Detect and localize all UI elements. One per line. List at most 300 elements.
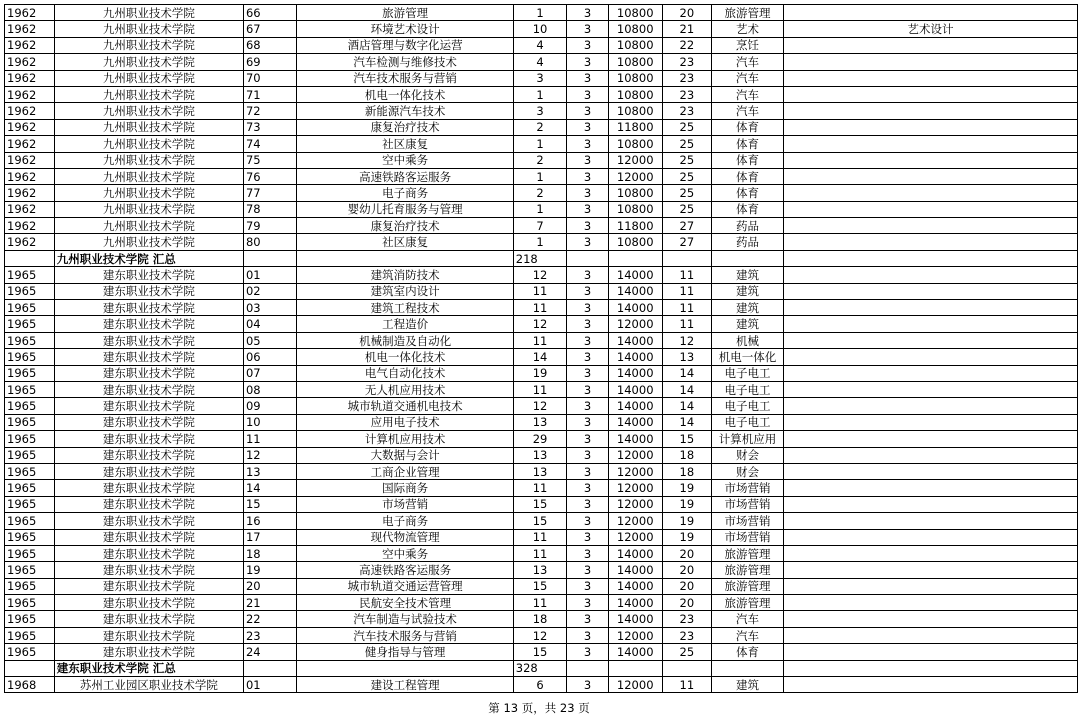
cell-category-code: 23 — [662, 103, 712, 119]
table-row — [5, 398, 1078, 414]
cell-school-name: 九州职业技术学院 — [54, 152, 243, 168]
cell-note — [783, 267, 1077, 283]
cell-category-name: 烹饪 — [712, 37, 784, 53]
cell-category-code: 18 — [662, 463, 712, 479]
cell-major-name: 国际商务 — [297, 480, 513, 496]
cell-major-name: 机电一体化技术 — [297, 349, 513, 365]
cell-empty — [567, 250, 609, 266]
cell-school-name: 建东职业技术学院 — [54, 480, 243, 496]
cell-major-name: 健身指导与管理 — [297, 644, 513, 660]
cell-note — [783, 152, 1077, 168]
cell-category-code: 14 — [662, 398, 712, 414]
cell-major-number: 16 — [243, 513, 296, 529]
cell-major-name: 城市轨道交通机电技术 — [297, 398, 513, 414]
cell-major-number: 08 — [243, 381, 296, 397]
cell-tuition: 14000 — [608, 300, 662, 316]
cell-empty — [783, 250, 1077, 266]
cell-category-code: 20 — [662, 545, 712, 561]
cell-category-code: 25 — [662, 152, 712, 168]
cell-major-number: 19 — [243, 562, 296, 578]
cell-category-name: 药品 — [712, 234, 784, 250]
cell-plan-count: 2 — [513, 152, 567, 168]
cell-empty — [662, 250, 712, 266]
cell-category-code: 19 — [662, 513, 712, 529]
cell-note — [783, 447, 1077, 463]
cell-school-name: 九州职业技术学院 — [54, 5, 243, 21]
cell-major-number: 21 — [243, 595, 296, 611]
cell-plan-count: 14 — [513, 349, 567, 365]
cell-major-name: 康复治疗技术 — [297, 119, 513, 135]
cell-tuition: 10800 — [608, 201, 662, 217]
cell-school-code: 1965 — [5, 496, 55, 512]
footer-total-pages: 23 — [559, 701, 575, 715]
cell-tuition: 12000 — [608, 496, 662, 512]
cell-category-code: 19 — [662, 480, 712, 496]
cell-category-code: 11 — [662, 677, 712, 693]
cell-category-code: 21 — [662, 21, 712, 37]
cell-major-name: 新能源汽车技术 — [297, 103, 513, 119]
cell-school-code: 1962 — [5, 168, 55, 184]
cell-tuition: 12000 — [608, 463, 662, 479]
cell-school-code: 1965 — [5, 463, 55, 479]
cell-study-years: 3 — [567, 463, 609, 479]
cell-study-years: 3 — [567, 267, 609, 283]
cell-school-code: 1962 — [5, 37, 55, 53]
table-row — [5, 496, 1078, 512]
cell-school-code: 1965 — [5, 529, 55, 545]
cell-major-number: 72 — [243, 103, 296, 119]
cell-category-name: 电子电工 — [712, 381, 784, 397]
table-row — [5, 5, 1078, 21]
cell-study-years: 3 — [567, 136, 609, 152]
cell-note — [783, 365, 1077, 381]
cell-school-code: 1965 — [5, 480, 55, 496]
cell-category-code: 20 — [662, 595, 712, 611]
cell-school-name: 建东职业技术学院 — [54, 545, 243, 561]
cell-note — [783, 381, 1077, 397]
cell-category-name: 体育 — [712, 119, 784, 135]
cell-major-number: 68 — [243, 37, 296, 53]
cell-school-name: 九州职业技术学院 — [54, 86, 243, 102]
table-row — [5, 283, 1078, 299]
cell-plan-count: 15 — [513, 496, 567, 512]
table-row — [5, 86, 1078, 102]
table-row — [5, 21, 1078, 37]
cell-category-code: 22 — [662, 37, 712, 53]
cell-study-years: 3 — [567, 70, 609, 86]
cell-study-years: 3 — [567, 496, 609, 512]
cell-school-code: 1962 — [5, 201, 55, 217]
cell-school-code: 1965 — [5, 431, 55, 447]
cell-empty — [243, 660, 296, 676]
cell-note — [783, 332, 1077, 348]
cell-note — [783, 283, 1077, 299]
cell-major-number: 01 — [243, 677, 296, 693]
cell-category-name: 机械 — [712, 332, 784, 348]
cell-plan-count: 13 — [513, 414, 567, 430]
cell-note — [783, 627, 1077, 643]
cell-school-name: 建东职业技术学院 — [54, 349, 243, 365]
cell-major-name: 汽车制造与试验技术 — [297, 611, 513, 627]
cell-category-code: 25 — [662, 136, 712, 152]
cell-major-name: 空中乘务 — [297, 545, 513, 561]
cell-school-name: 建东职业技术学院 — [54, 529, 243, 545]
cell-school-name: 建东职业技术学院 — [54, 463, 243, 479]
cell-category-name: 旅游管理 — [712, 545, 784, 561]
cell-subtotal-total: 218 — [513, 250, 567, 266]
cell-category-name: 电子电工 — [712, 365, 784, 381]
cell-category-name: 建筑 — [712, 677, 784, 693]
cell-category-code: 23 — [662, 627, 712, 643]
cell-plan-count: 11 — [513, 381, 567, 397]
cell-major-name: 环境艺术设计 — [297, 21, 513, 37]
cell-category-name: 机电一体化 — [712, 349, 784, 365]
cell-study-years: 3 — [567, 316, 609, 332]
cell-plan-count: 4 — [513, 37, 567, 53]
admission-plan-table — [4, 4, 1078, 693]
cell-school-code: 1965 — [5, 267, 55, 283]
cell-major-number: 15 — [243, 496, 296, 512]
cell-school-code: 1962 — [5, 86, 55, 102]
table-row — [5, 627, 1078, 643]
cell-school-code: 1965 — [5, 414, 55, 430]
cell-plan-count: 1 — [513, 234, 567, 250]
cell-tuition: 14000 — [608, 431, 662, 447]
cell-category-code: 25 — [662, 168, 712, 184]
cell-tuition: 10800 — [608, 136, 662, 152]
cell-tuition: 10800 — [608, 185, 662, 201]
cell-plan-count: 2 — [513, 119, 567, 135]
cell-school-name: 建东职业技术学院 — [54, 431, 243, 447]
cell-note — [783, 562, 1077, 578]
cell-category-code: 20 — [662, 578, 712, 594]
cell-category-name: 旅游管理 — [712, 5, 784, 21]
cell-category-name: 市场营销 — [712, 496, 784, 512]
cell-category-code: 27 — [662, 234, 712, 250]
cell-major-name: 电气自动化技术 — [297, 365, 513, 381]
cell-category-code: 15 — [662, 431, 712, 447]
cell-tuition: 12000 — [608, 316, 662, 332]
cell-school-code: 1962 — [5, 218, 55, 234]
table-row — [5, 70, 1078, 86]
table-row — [5, 332, 1078, 348]
cell-major-number: 03 — [243, 300, 296, 316]
cell-category-name: 汽车 — [712, 103, 784, 119]
cell-school-code: 1965 — [5, 316, 55, 332]
cell-note — [783, 86, 1077, 102]
cell-tuition: 14000 — [608, 414, 662, 430]
cell-school-code: 1962 — [5, 54, 55, 70]
table-row — [5, 595, 1078, 611]
cell-school-code: 1965 — [5, 349, 55, 365]
cell-category-name: 电子电工 — [712, 414, 784, 430]
cell-category-name: 体育 — [712, 168, 784, 184]
table-row — [5, 119, 1078, 135]
cell-study-years: 3 — [567, 185, 609, 201]
cell-tuition: 14000 — [608, 398, 662, 414]
cell-school-name: 建东职业技术学院 — [54, 332, 243, 348]
cell-major-number: 23 — [243, 627, 296, 643]
subtotal-row — [5, 250, 1078, 266]
cell-category-name: 旅游管理 — [712, 595, 784, 611]
cell-school-name: 建东职业技术学院 — [54, 447, 243, 463]
cell-study-years: 3 — [567, 562, 609, 578]
cell-school-code: 1965 — [5, 300, 55, 316]
cell-plan-count: 12 — [513, 267, 567, 283]
cell-category-name: 市场营销 — [712, 529, 784, 545]
cell-school-code: 1962 — [5, 152, 55, 168]
table-row — [5, 300, 1078, 316]
cell-school-code: 1962 — [5, 136, 55, 152]
cell-plan-count: 1 — [513, 201, 567, 217]
cell-school-name: 九州职业技术学院 — [54, 54, 243, 70]
cell-school-code: 1965 — [5, 332, 55, 348]
cell-plan-count: 19 — [513, 365, 567, 381]
cell-major-name: 社区康复 — [297, 136, 513, 152]
cell-school-code: 1965 — [5, 595, 55, 611]
cell-major-number: 06 — [243, 349, 296, 365]
cell-study-years: 3 — [567, 513, 609, 529]
table-row — [5, 152, 1078, 168]
cell-major-number: 70 — [243, 70, 296, 86]
cell-plan-count: 1 — [513, 168, 567, 184]
cell-note — [783, 611, 1077, 627]
cell-plan-count: 1 — [513, 86, 567, 102]
cell-empty — [662, 660, 712, 676]
cell-school-name: 建东职业技术学院 — [54, 611, 243, 627]
cell-major-number: 73 — [243, 119, 296, 135]
cell-category-code: 23 — [662, 54, 712, 70]
cell-subtotal-label: 九州职业技术学院 汇总 — [54, 250, 243, 266]
cell-category-name: 汽车 — [712, 86, 784, 102]
cell-school-name: 建东职业技术学院 — [54, 496, 243, 512]
cell-category-name: 建筑 — [712, 300, 784, 316]
cell-empty — [783, 660, 1077, 676]
cell-plan-count: 3 — [513, 103, 567, 119]
cell-tuition: 14000 — [608, 562, 662, 578]
cell-plan-count: 12 — [513, 398, 567, 414]
cell-school-name: 九州职业技术学院 — [54, 37, 243, 53]
cell-school-code: 1965 — [5, 611, 55, 627]
cell-plan-count: 4 — [513, 54, 567, 70]
cell-empty — [297, 660, 513, 676]
cell-major-name: 汽车技术服务与营销 — [297, 627, 513, 643]
cell-category-code: 25 — [662, 119, 712, 135]
cell-note — [783, 37, 1077, 53]
cell-major-name: 建筑工程技术 — [297, 300, 513, 316]
cell-tuition: 12000 — [608, 168, 662, 184]
cell-major-name: 旅游管理 — [297, 5, 513, 21]
cell-note — [783, 578, 1077, 594]
cell-major-name: 高速铁路客运服务 — [297, 168, 513, 184]
cell-category-name: 药品 — [712, 218, 784, 234]
cell-note — [783, 496, 1077, 512]
cell-major-number: 02 — [243, 283, 296, 299]
cell-study-years: 3 — [567, 300, 609, 316]
cell-category-name: 建筑 — [712, 267, 784, 283]
footer-suffix: 页 — [578, 701, 590, 715]
cell-school-name: 建东职业技术学院 — [54, 513, 243, 529]
cell-school-name: 九州职业技术学院 — [54, 21, 243, 37]
cell-empty — [567, 660, 609, 676]
cell-major-number: 67 — [243, 21, 296, 37]
cell-study-years: 3 — [567, 398, 609, 414]
cell-study-years: 3 — [567, 234, 609, 250]
cell-tuition: 14000 — [608, 349, 662, 365]
cell-school-name: 建东职业技术学院 — [54, 365, 243, 381]
cell-plan-count: 6 — [513, 677, 567, 693]
cell-category-name: 汽车 — [712, 611, 784, 627]
cell-study-years: 3 — [567, 431, 609, 447]
cell-tuition: 10800 — [608, 86, 662, 102]
cell-school-code: 1965 — [5, 381, 55, 397]
cell-plan-count: 18 — [513, 611, 567, 627]
cell-major-number: 10 — [243, 414, 296, 430]
cell-note — [783, 595, 1077, 611]
cell-major-name: 民航安全技术管理 — [297, 595, 513, 611]
cell-tuition: 10800 — [608, 5, 662, 21]
cell-category-name: 计算机应用 — [712, 431, 784, 447]
cell-major-number: 77 — [243, 185, 296, 201]
cell-school-name: 九州职业技术学院 — [54, 168, 243, 184]
cell-empty — [297, 250, 513, 266]
cell-tuition: 10800 — [608, 70, 662, 86]
cell-note — [783, 103, 1077, 119]
cell-plan-count: 1 — [513, 5, 567, 21]
cell-school-name: 建东职业技术学院 — [54, 316, 243, 332]
cell-school-code: 1965 — [5, 562, 55, 578]
cell-major-number: 18 — [243, 545, 296, 561]
cell-tuition: 14000 — [608, 365, 662, 381]
cell-study-years: 3 — [567, 545, 609, 561]
cell-study-years: 3 — [567, 447, 609, 463]
cell-school-name: 九州职业技术学院 — [54, 70, 243, 86]
cell-plan-count: 15 — [513, 644, 567, 660]
cell-empty — [5, 660, 55, 676]
cell-category-name: 汽车 — [712, 627, 784, 643]
cell-study-years: 3 — [567, 119, 609, 135]
cell-note — [783, 136, 1077, 152]
cell-plan-count: 11 — [513, 300, 567, 316]
cell-plan-count: 12 — [513, 316, 567, 332]
cell-study-years: 3 — [567, 283, 609, 299]
cell-study-years: 3 — [567, 480, 609, 496]
cell-category-code: 23 — [662, 86, 712, 102]
page-footer — [0, 700, 1078, 716]
cell-major-name: 空中乘务 — [297, 152, 513, 168]
cell-school-name: 建东职业技术学院 — [54, 595, 243, 611]
cell-category-name: 市场营销 — [712, 513, 784, 529]
cell-category-code: 12 — [662, 332, 712, 348]
cell-tuition: 12000 — [608, 513, 662, 529]
cell-major-name: 工程造价 — [297, 316, 513, 332]
cell-plan-count: 11 — [513, 332, 567, 348]
cell-major-name: 应用电子技术 — [297, 414, 513, 430]
cell-major-name: 汽车检测与维修技术 — [297, 54, 513, 70]
cell-note — [783, 480, 1077, 496]
cell-major-number: 71 — [243, 86, 296, 102]
cell-major-name: 建筑室内设计 — [297, 283, 513, 299]
table-row — [5, 578, 1078, 594]
cell-tuition: 11800 — [608, 119, 662, 135]
cell-category-name: 体育 — [712, 185, 784, 201]
table-row — [5, 103, 1078, 119]
cell-note — [783, 70, 1077, 86]
cell-study-years: 3 — [567, 37, 609, 53]
cell-school-code: 1965 — [5, 644, 55, 660]
cell-category-name: 建筑 — [712, 283, 784, 299]
table-row — [5, 185, 1078, 201]
cell-note — [783, 644, 1077, 660]
cell-school-code: 1965 — [5, 283, 55, 299]
cell-empty — [608, 660, 662, 676]
cell-note — [783, 513, 1077, 529]
cell-study-years: 3 — [567, 168, 609, 184]
cell-category-name: 体育 — [712, 644, 784, 660]
cell-major-number: 11 — [243, 431, 296, 447]
cell-note — [783, 168, 1077, 184]
table-row — [5, 431, 1078, 447]
cell-category-code: 23 — [662, 70, 712, 86]
cell-study-years: 3 — [567, 595, 609, 611]
table-row — [5, 447, 1078, 463]
cell-study-years: 3 — [567, 381, 609, 397]
cell-school-code: 1965 — [5, 447, 55, 463]
table-row — [5, 562, 1078, 578]
cell-category-name: 建筑 — [712, 316, 784, 332]
cell-category-code: 27 — [662, 218, 712, 234]
cell-major-number: 66 — [243, 5, 296, 21]
cell-tuition: 10800 — [608, 103, 662, 119]
cell-school-code: 1962 — [5, 234, 55, 250]
cell-study-years: 3 — [567, 152, 609, 168]
cell-study-years: 3 — [567, 365, 609, 381]
table-row — [5, 349, 1078, 365]
footer-mid: 页，共 — [521, 701, 557, 715]
table-row — [5, 513, 1078, 529]
cell-plan-count: 13 — [513, 463, 567, 479]
cell-category-name: 旅游管理 — [712, 578, 784, 594]
cell-category-code: 13 — [662, 349, 712, 365]
cell-school-name: 九州职业技术学院 — [54, 218, 243, 234]
cell-tuition: 12000 — [608, 447, 662, 463]
cell-plan-count: 13 — [513, 562, 567, 578]
cell-category-code: 25 — [662, 201, 712, 217]
cell-school-code: 1962 — [5, 119, 55, 135]
cell-school-code: 1968 — [5, 677, 55, 693]
cell-school-code: 1962 — [5, 5, 55, 21]
cell-major-name: 建设工程管理 — [297, 677, 513, 693]
cell-note — [783, 398, 1077, 414]
cell-note — [783, 316, 1077, 332]
cell-note — [783, 545, 1077, 561]
cell-study-years: 3 — [567, 529, 609, 545]
cell-category-code: 14 — [662, 381, 712, 397]
cell-study-years: 3 — [567, 5, 609, 21]
cell-major-name: 电子商务 — [297, 513, 513, 529]
cell-study-years: 3 — [567, 332, 609, 348]
cell-note — [783, 300, 1077, 316]
cell-study-years: 3 — [567, 414, 609, 430]
cell-major-name: 城市轨道交通运营管理 — [297, 578, 513, 594]
cell-major-name: 社区康复 — [297, 234, 513, 250]
cell-study-years: 3 — [567, 218, 609, 234]
cell-tuition: 14000 — [608, 332, 662, 348]
cell-study-years: 3 — [567, 21, 609, 37]
cell-plan-count: 13 — [513, 447, 567, 463]
cell-tuition: 14000 — [608, 644, 662, 660]
cell-plan-count: 7 — [513, 218, 567, 234]
